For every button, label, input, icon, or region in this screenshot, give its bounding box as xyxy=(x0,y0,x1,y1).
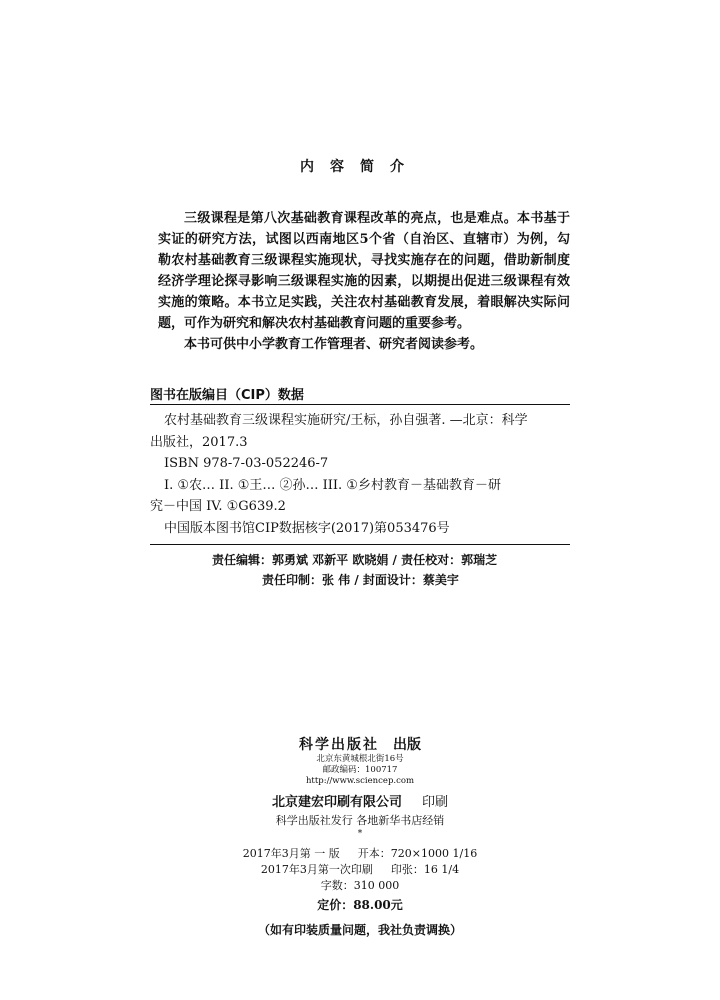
price: 定价：88.00元 xyxy=(317,898,403,912)
credits-line: 责任印制：张 伟 / 封面设计：蔡美宇 xyxy=(262,573,459,587)
cip-classification: 究－中国 IV. ①G639.2 xyxy=(150,499,286,514)
word-count: 字数：310 000 xyxy=(320,879,400,892)
printer-name: 北京建宏印刷有限公司 xyxy=(271,795,402,810)
divider xyxy=(150,404,570,405)
format: 开本：720×1000 1/16 xyxy=(357,847,478,860)
cip-block xyxy=(150,410,570,539)
specs-block xyxy=(0,846,720,894)
summary-paragraph: 本书可供中小学教育工作管理者、研究者阅读参考。 xyxy=(184,337,484,352)
cip-classification: I. ①农… II. ①王… ②孙… III. ①乡村教育－基础教育－研 xyxy=(164,477,501,493)
divider xyxy=(150,544,570,545)
notice: （如有印装质量问题，我社负责调换） xyxy=(257,923,462,937)
summary-section xyxy=(158,208,570,355)
cip-heading: 图书在版编目（CIP）数据 xyxy=(150,388,304,403)
publisher-name: 科学出版社 xyxy=(299,737,379,753)
printing: 2017年3月第一次印刷 xyxy=(260,863,373,876)
cip-title-line: 出版社，2017.3 xyxy=(150,434,248,450)
publisher-role: 出版 xyxy=(393,737,421,753)
cip-title-line: 农村基础教育三级课程实施研究/王标，孙自强著. —北京：科学 xyxy=(164,413,528,428)
separator-star: * xyxy=(357,829,363,839)
publisher-url: http://www.sciencep.com xyxy=(305,776,415,786)
cip-isbn: ISBN 978-7-03-052246-7 xyxy=(164,456,329,471)
credits-line: 责任编辑：郭勇斌 邓新平 欧晓娟 / 责任校对：郭瑞芝 xyxy=(212,553,498,567)
edition: 2017年3月第 一 版 xyxy=(242,847,340,860)
publication-info xyxy=(0,734,720,938)
credits-section xyxy=(150,550,570,590)
cip-record-number: 中国版本图书馆CIP数据核字(2017)第053476号 xyxy=(164,520,450,536)
publisher-postcode: 邮政编码：100717 xyxy=(322,765,398,775)
distribution: 科学出版社发行 各地新华书店经销 xyxy=(275,814,445,827)
summary-paragraph: 三级课程是第八次基础教育课程改革的亮点，也是难点。本书基于实证的研究方法，试图以西南地区5个省（自治区、直辖市）为例，勾勒农村基础教育三级课程实施现状，寻找实施存在的问题，借助新制度经济学理论探寻影响三级课程实施的因素，以期提出促进三级课程有效实施的策略。本书立足实践，关注农村基础教育发展，着眼解决实际问题，可作为研究和解决农村基础教育问题的重要参考。 xyxy=(158,211,570,331)
printer-role: 印刷 xyxy=(422,795,449,810)
sheets: 印张：16 1/4 xyxy=(390,863,460,876)
publisher-address: 北京东黄城根北街16号 xyxy=(316,754,404,764)
summary-title: 内容简介 xyxy=(300,159,420,175)
